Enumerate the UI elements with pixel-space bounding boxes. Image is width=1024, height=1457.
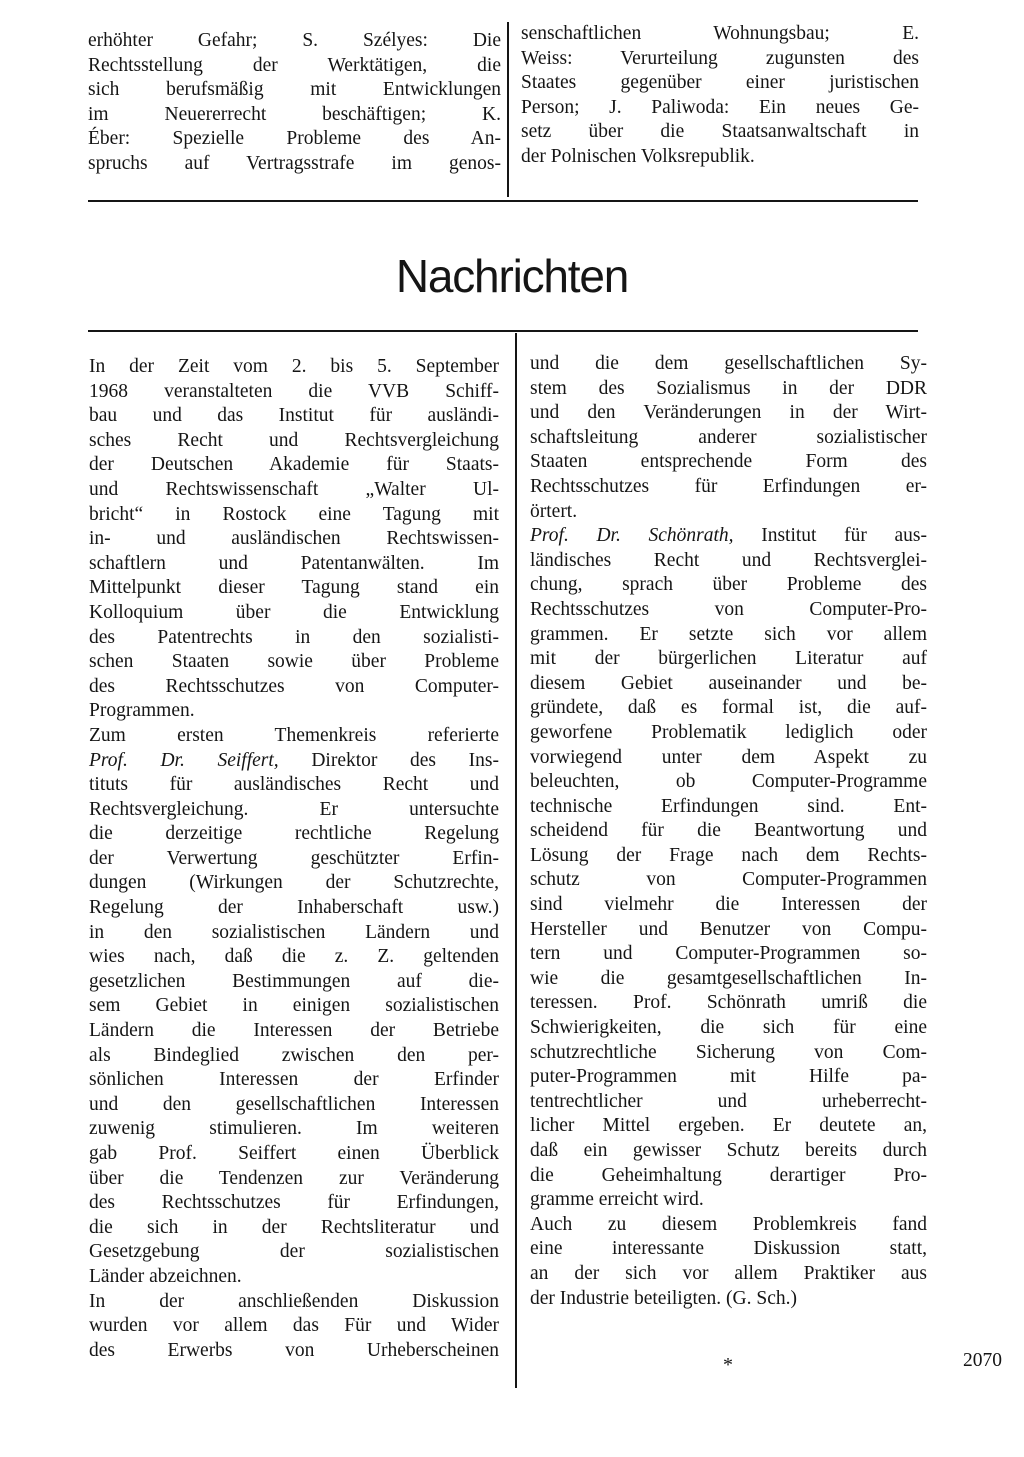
text-line: und den Veränderungen in der Wirt- xyxy=(530,402,927,424)
text-line: die Geheimhaltung derartiger Pro- xyxy=(530,1164,927,1186)
text-line: dungen (Wirkungen der Schutzrechte, xyxy=(89,872,499,894)
text-line: Éber: Spezielle Probleme des An- xyxy=(88,128,501,150)
text-line: wies nach, daß die z. Z. geltenden xyxy=(89,946,499,968)
text-line: Hersteller und Benutzer von Compu- xyxy=(530,918,927,940)
text-line: mit der bürgerlichen Literatur auf xyxy=(530,648,927,670)
top-right-column xyxy=(521,22,919,170)
text-line: schaftsleitung anderer sozialistischer xyxy=(530,426,927,448)
person-name: Prof. Dr. Schönrath, xyxy=(530,525,734,547)
text-line: in den sozialistischen Ländern und xyxy=(89,921,499,943)
text-line: Rechtsstellung der Werktätigen, die xyxy=(88,54,501,76)
text-line: sches Recht und Rechtsvergleichung xyxy=(89,429,499,451)
text-line-with-name xyxy=(530,524,927,549)
text-line: schutz von Computer-Programmen xyxy=(530,869,927,891)
text-line: Gesetzgebung der sozialistischen xyxy=(89,1241,499,1263)
text-line: Person; J. Paliwoda: Ein neues Ge- xyxy=(521,96,919,118)
text-line: der Deutschen Akademie für Staats- xyxy=(89,454,499,476)
text-line: vorwiegend unter dem Aspekt zu xyxy=(530,746,927,768)
person-name: Prof. Dr. Seiffert, xyxy=(89,749,279,771)
text-line: gründete, daß es formal ist, die auf- xyxy=(530,697,927,719)
text-line-with-name xyxy=(89,749,499,774)
text-fragment: Institut für aus- xyxy=(761,525,927,547)
text-line: scheidend für die Beantwortung und xyxy=(530,820,927,842)
text-line: bricht“ in Rostock eine Tagung mit xyxy=(89,503,499,525)
text-line: Staates gegenüber einer juristischen xyxy=(521,72,919,94)
text-line: sönlichen Interessen der Erfinder xyxy=(89,1069,499,1091)
text-line: schutzrechtliche Sicherung von Com- xyxy=(530,1041,927,1063)
text-line: gesetzlichen Bestimmungen auf die- xyxy=(89,970,499,992)
text-line: bau und das Institut für ausländi- xyxy=(89,405,499,427)
page-number: 2070 xyxy=(963,1350,1002,1371)
text-line: tentrechtlicher und urheberrecht- xyxy=(530,1090,927,1112)
text-line: Rechtsvergleichung. Er untersuchte xyxy=(89,798,499,820)
article-column-divider xyxy=(515,333,517,1388)
text-line: Mittelpunkt dieser Tagung stand ein xyxy=(89,577,499,599)
text-line: Zum ersten Themenkreis referierte xyxy=(89,724,499,746)
top-column-divider xyxy=(507,22,509,197)
text-line: In der anschließenden Diskussion xyxy=(89,1290,499,1312)
text-line: des Erwerbs von Urheberscheinen xyxy=(89,1339,499,1361)
text-line: Lösung der Frage nach dem Rechts- xyxy=(530,844,927,866)
text-line: im Neuererrecht beschäftigen; K. xyxy=(88,103,501,125)
text-line: grammen. Er setzte sich vor allem xyxy=(530,623,927,645)
text-line: Ländern die Interessen der Betriebe xyxy=(89,1020,499,1042)
text-line: wurden vor allem das Für und Wider xyxy=(89,1315,499,1337)
text-line: ländisches Recht und Rechtsverglei- xyxy=(530,549,927,571)
text-line: zuwenig stimulieren. Im weiteren xyxy=(89,1118,499,1140)
text-line: Auch zu diesem Problemkreis fand xyxy=(530,1213,927,1235)
text-line: beleuchten, ob Computer-Programme xyxy=(530,771,927,793)
text-line: Staaten entsprechende Form des xyxy=(530,451,927,473)
text-line: geworfene Problematik lediglich oder xyxy=(530,721,927,743)
text-line: gramme erreicht wird. xyxy=(530,1189,704,1211)
text-line: Rechtsschutzes für Erfindungen er- xyxy=(530,475,927,497)
text-line: setz über die Staatsanwaltschaft in xyxy=(521,121,919,143)
text-line: stem des Sozialismus in der DDR xyxy=(530,377,927,399)
text-line: in- und ausländischen Rechtswissen- xyxy=(89,528,499,550)
heading-rule xyxy=(88,330,918,332)
text-line: die derzeitige rechtliche Regelung xyxy=(89,823,499,845)
text-line: tern und Computer-Programmen so- xyxy=(530,943,927,965)
text-line: und die dem gesellschaftlichen Sy- xyxy=(530,353,927,374)
text-line: Programmen. xyxy=(89,700,195,722)
text-line: sich berufsmäßig mit Entwicklungen xyxy=(88,79,501,101)
text-line: diesem Gebiet auseinander und be- xyxy=(530,672,927,694)
text-line: teressen. Prof. Schönrath umriß die xyxy=(530,992,927,1014)
text-line: als Bindeglied zwischen den per- xyxy=(89,1044,499,1066)
text-line: licher Mittel ergeben. Er deutete an, xyxy=(530,1115,927,1137)
text-line: und Rechtswissenschaft „Walter Ul- xyxy=(89,478,499,500)
section-heading: Nachrichten xyxy=(395,250,629,302)
text-line: Rechtsschutzes von Computer-Pro- xyxy=(530,598,927,620)
text-line: puter-Programmen mit Hilfe pa- xyxy=(530,1066,927,1088)
text-line: sem Gebiet in einigen sozialistischen xyxy=(89,995,499,1017)
text-line: der Industrie beteiligten. (G. Sch.) xyxy=(530,1287,797,1309)
text-line: tituts für ausländisches Recht und xyxy=(89,774,499,796)
text-line: schen Staaten sowie über Probleme xyxy=(89,651,499,673)
text-line: Länder abzeichnen. xyxy=(89,1265,242,1287)
text-line: daß ein gewisser Schutz bereits durch xyxy=(530,1140,927,1161)
text-fragment: Direktor des Ins- xyxy=(311,749,499,771)
text-line: örtert. xyxy=(530,500,578,522)
text-line: Kolloquium über die Entwicklung xyxy=(89,601,499,623)
top-left-column xyxy=(88,29,501,177)
text-line: des Rechtsschutzes von Computer- xyxy=(89,675,499,697)
text-line: erhöhter Gefahr; S. Szélyes: Die xyxy=(88,30,501,51)
text-line: wie die gesamtgesellschaftlichen In- xyxy=(530,967,927,989)
article-left-column xyxy=(89,355,499,1363)
separator-asterisk: * xyxy=(723,1354,733,1376)
text-line: technische Erfindungen sind. Ent- xyxy=(530,795,927,817)
text-line: über die Tendenzen zur Veränderung xyxy=(89,1167,499,1189)
article-right-column xyxy=(530,352,927,1311)
text-line: senschaftlichen Wohnungsbau; E. xyxy=(521,23,919,44)
top-section-rule xyxy=(88,200,918,202)
text-line: an der sich vor allem Praktiker aus xyxy=(530,1262,927,1284)
text-line: die sich in der Rechtsliteratur und xyxy=(89,1216,499,1238)
text-line: gab Prof. Seiffert einen Überblick xyxy=(89,1143,499,1164)
text-line: Schwierigkeiten, die sich für eine xyxy=(530,1017,927,1039)
text-line: spruchs auf Vertragsstrafe im genos- xyxy=(88,152,501,174)
text-line: schaftlern und Patentanwälten. Im xyxy=(89,552,499,574)
text-line: der Polnischen Volksrepublik. xyxy=(521,145,755,167)
text-line: sind vielmehr die Interessen der xyxy=(530,894,927,916)
text-line: Regelung der Inhaberschaft usw.) xyxy=(89,897,499,919)
text-line: des Rechtsschutzes für Erfindungen, xyxy=(89,1192,499,1214)
text-line: In der Zeit vom 2. bis 5. September xyxy=(89,356,499,377)
text-line: chung, sprach über Probleme des xyxy=(530,574,927,596)
text-line: Weiss: Verurteilung zugunsten des xyxy=(521,47,919,69)
text-line: 1968 veranstalteten die VVB Schiff- xyxy=(89,380,499,402)
text-line: eine interessante Diskussion statt, xyxy=(530,1238,927,1260)
text-line: des Patentrechts in den sozialisti- xyxy=(89,626,499,648)
text-line: und den gesellschaftlichen Interessen xyxy=(89,1093,499,1115)
text-line: der Verwertung geschützter Erfin- xyxy=(89,847,499,869)
